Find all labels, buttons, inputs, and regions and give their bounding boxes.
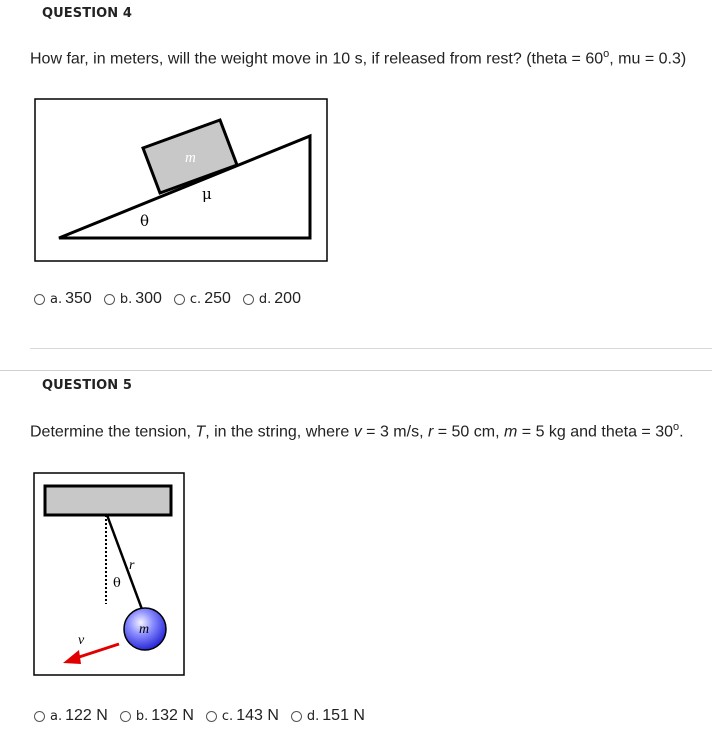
radio-button[interactable]: [243, 294, 254, 305]
radio-button[interactable]: [206, 711, 217, 722]
radio-button[interactable]: [34, 711, 45, 722]
option-5c[interactable]: c. 143 N: [206, 707, 279, 725]
angle-theta-label: θ: [113, 576, 121, 591]
friction-mu-label: μ: [202, 185, 212, 203]
section-divider: [0, 370, 712, 371]
option-5d[interactable]: d. 151 N: [291, 707, 365, 725]
option-5b[interactable]: b. 132 N: [120, 707, 194, 725]
incline-figure: [34, 98, 328, 267]
radio-button[interactable]: [34, 294, 45, 305]
velocity-v-label: v: [78, 633, 85, 648]
option-4c[interactable]: c. 250: [174, 290, 231, 308]
question-5-options: [34, 707, 377, 725]
ceiling-support: [45, 486, 171, 515]
option-4d[interactable]: d. 200: [243, 290, 301, 308]
question-5-text: Determine the tension, T, in the string, where v = 3 m/s, r = 50 cm, m = 5 kg and theta = $30^o$.: [30, 421, 684, 441]
question-divider: [30, 348, 712, 349]
option-5a[interactable]: a. 122 N: [34, 707, 108, 725]
string-r-label: r: [129, 558, 135, 573]
radio-button[interactable]: [291, 711, 302, 722]
radio-button[interactable]: [104, 294, 115, 305]
option-4b[interactable]: b. 300: [104, 290, 162, 308]
radio-button[interactable]: [120, 711, 131, 722]
question-4-text: How far, in meters, will the weight move in 10 s, if released from rest? (theta = $60^o$, mu = 0.3): [30, 48, 687, 68]
block-mass-label: m: [185, 150, 196, 166]
question-4-heading: QUESTION 4: [42, 6, 133, 21]
option-4a[interactable]: a. 350: [34, 290, 92, 308]
radio-button[interactable]: [174, 294, 185, 305]
question-5-heading: QUESTION 5: [42, 378, 133, 393]
pendulum-figure: [33, 472, 185, 683]
bob-mass-label: m: [139, 622, 150, 637]
angle-theta-label: θ: [140, 212, 150, 230]
question-4-options: [34, 290, 313, 308]
